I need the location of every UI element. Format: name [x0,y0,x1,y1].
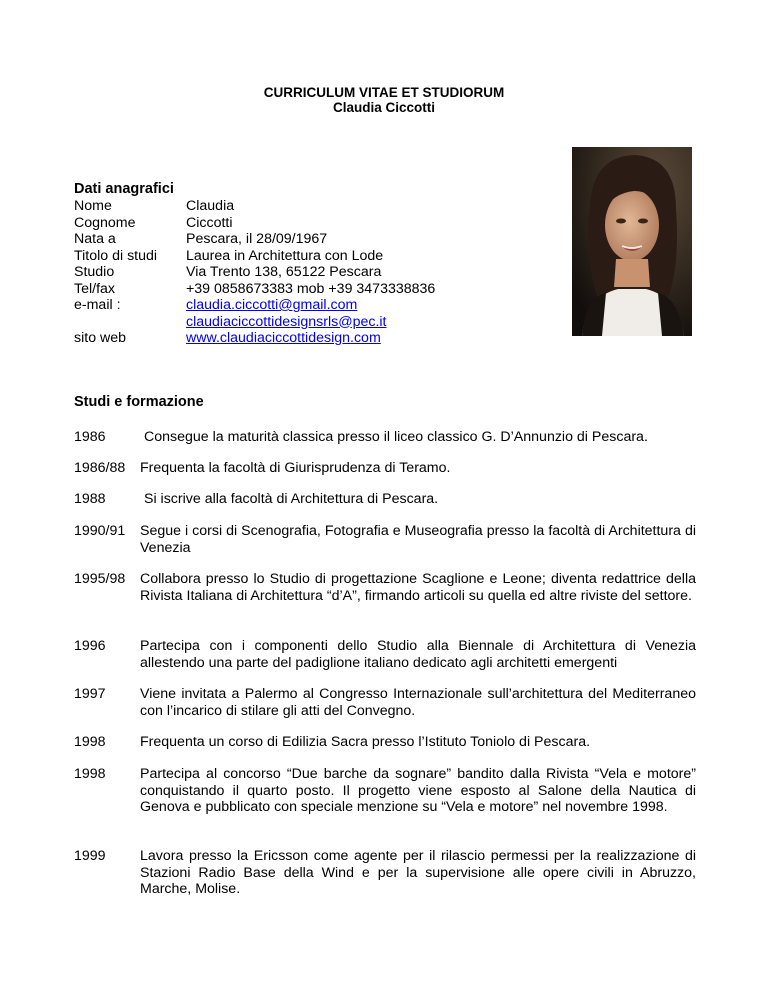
entry-1986-88: 1986/88 Frequenta la facoltà di Giurisprudenza di Teramo. [74,460,451,476]
entry-1988: 1988 Si iscrive alla facoltà di Architettura di Pescara. [74,491,439,507]
entry-1990-91: 1990/91 Segue i corsi di Scenografia, Fotografia e Museografia presso la facoltà di Architettura di Venezia [74,523,696,556]
entry-1998-edilizia: 1998 Frequenta un corso di Edilizia Sacra presso l’Istituto Toniolo di Pescara. [74,734,591,750]
anagrafici-heading: Dati anagrafici [74,181,174,197]
website-link[interactable]: www.claudiaciccottidesign.com [186,330,381,346]
email-link[interactable]: claudia.ciccotti@gmail.com [186,297,358,313]
entry-1986: 1986 Consegue la maturità classica presso il liceo classico G. D’Annunzio di Pescara. [74,429,648,445]
cv-page: CURRICULUM VITAE ET STUDIORUM Claudia Ciccotti Dati anagrafici Nome Claudia Cognome Ciccotti Nata a Pescara, il 28/09/1967 Titolo di studi Laurea in Architettura con Lode Studio Via Trento 138, 65122 Pescara Tel/fax +39 0858673383 mob +39 3473338836 e-mail : claudia.ciccotti@gmail.com claudiaciccottidesignsrls@pec.it sito web www.claudiaciccottidesign.com Studi e formazione 1986 Consegue la maturità classica presso il liceo classico G. D’Annunzio di Pescara. 1986/88 Frequenta la facoltà di Giurisprudenza di Teramo. 1988 Si iscrive alla facoltà di Architettura di Pescara. 1990/91 Segue i corsi di Scenografia, Fotografia e Museografia presso la facoltà di Architettura di Venezia 1995/98 Collabora presso lo Studio di progettazione Scaglione e Leone; diventa redattrice della Rivista Italiana di Architettura “d’A”, firmando articoli su quella ed altre riviste del settore. 1996 Partecipa con i componenti dello Studio alla Biennale di Architettura di Venezia allestendo una parte del padiglione italiano dedicato agli architetti emergenti 1997 Viene invitata a Palermo al Congresso Internazionale sull’architettura del Mediterraneo con l’incarico di stilare gli atti del Convegno. 1998 Frequenta un corso di Edilizia Sacra presso l’Istituto Toniolo di Pescara. 1998 Partecipa al concorso “Due barche da sognare” bandito dalla Rivista “Vela e motore” conquistando il quarto posto. Il progetto viene esposto al Salone della Nautica di Genova e pubblicato con speciale menzione su “Vela e motore” nel novembre 1998. 1999 Lavora presso la Ericsson come agente per il rilascio permessi per la realizzazione di Stazioni Radio Base della Wind e per la supervisione alle opere civili in Abruzzo, Marche, Molise. [0,0,768,994]
entry-1997: 1997 Viene invitata a Palermo al Congresso Internazionale sull’architettura del Mediterraneo con l’incarico di stilare gli atti del Convegno. [74,686,696,719]
entry-1995-98: 1995/98 Collabora presso lo Studio di progettazione Scaglione e Leone; diventa redattrice della Rivista Italiana di Architettura “d’A”, firmando articoli su quella ed altre riviste del settore. [74,571,696,604]
portrait-photo [572,147,692,336]
document-name: Claudia Ciccotti [332,100,435,115]
entry-1998-concorso: 1998 Partecipa al concorso “Due barche da sognare” bandito dalla Rivista “Vela e motore” conquistando il quarto posto. Il progetto viene esposto al Salone della Nautica di Genova e pubblicato con speciale menzione su “Vela e motore” nel novembre 1998. [74,766,696,815]
studi-heading: Studi e formazione [74,394,204,410]
pec-email-link[interactable]: claudiaciccottidesignsrls@pec.it [186,313,387,330]
entry-1996: 1996 Partecipa con i componenti dello Studio alla Biennale di Architettura di Venezia allestendo una parte del padiglione italiano dedicato agli architetti emergenti [74,638,696,671]
entry-1999: 1999 Lavora presso la Ericsson come agente per il rilascio permessi per la realizzazione di Stazioni Radio Base della Wind e per la supervisione alle opere civili in Abruzzo, Marche, Molise. [74,848,696,897]
document-title: CURRICULUM VITAE ET STUDIORUM [263,85,505,100]
